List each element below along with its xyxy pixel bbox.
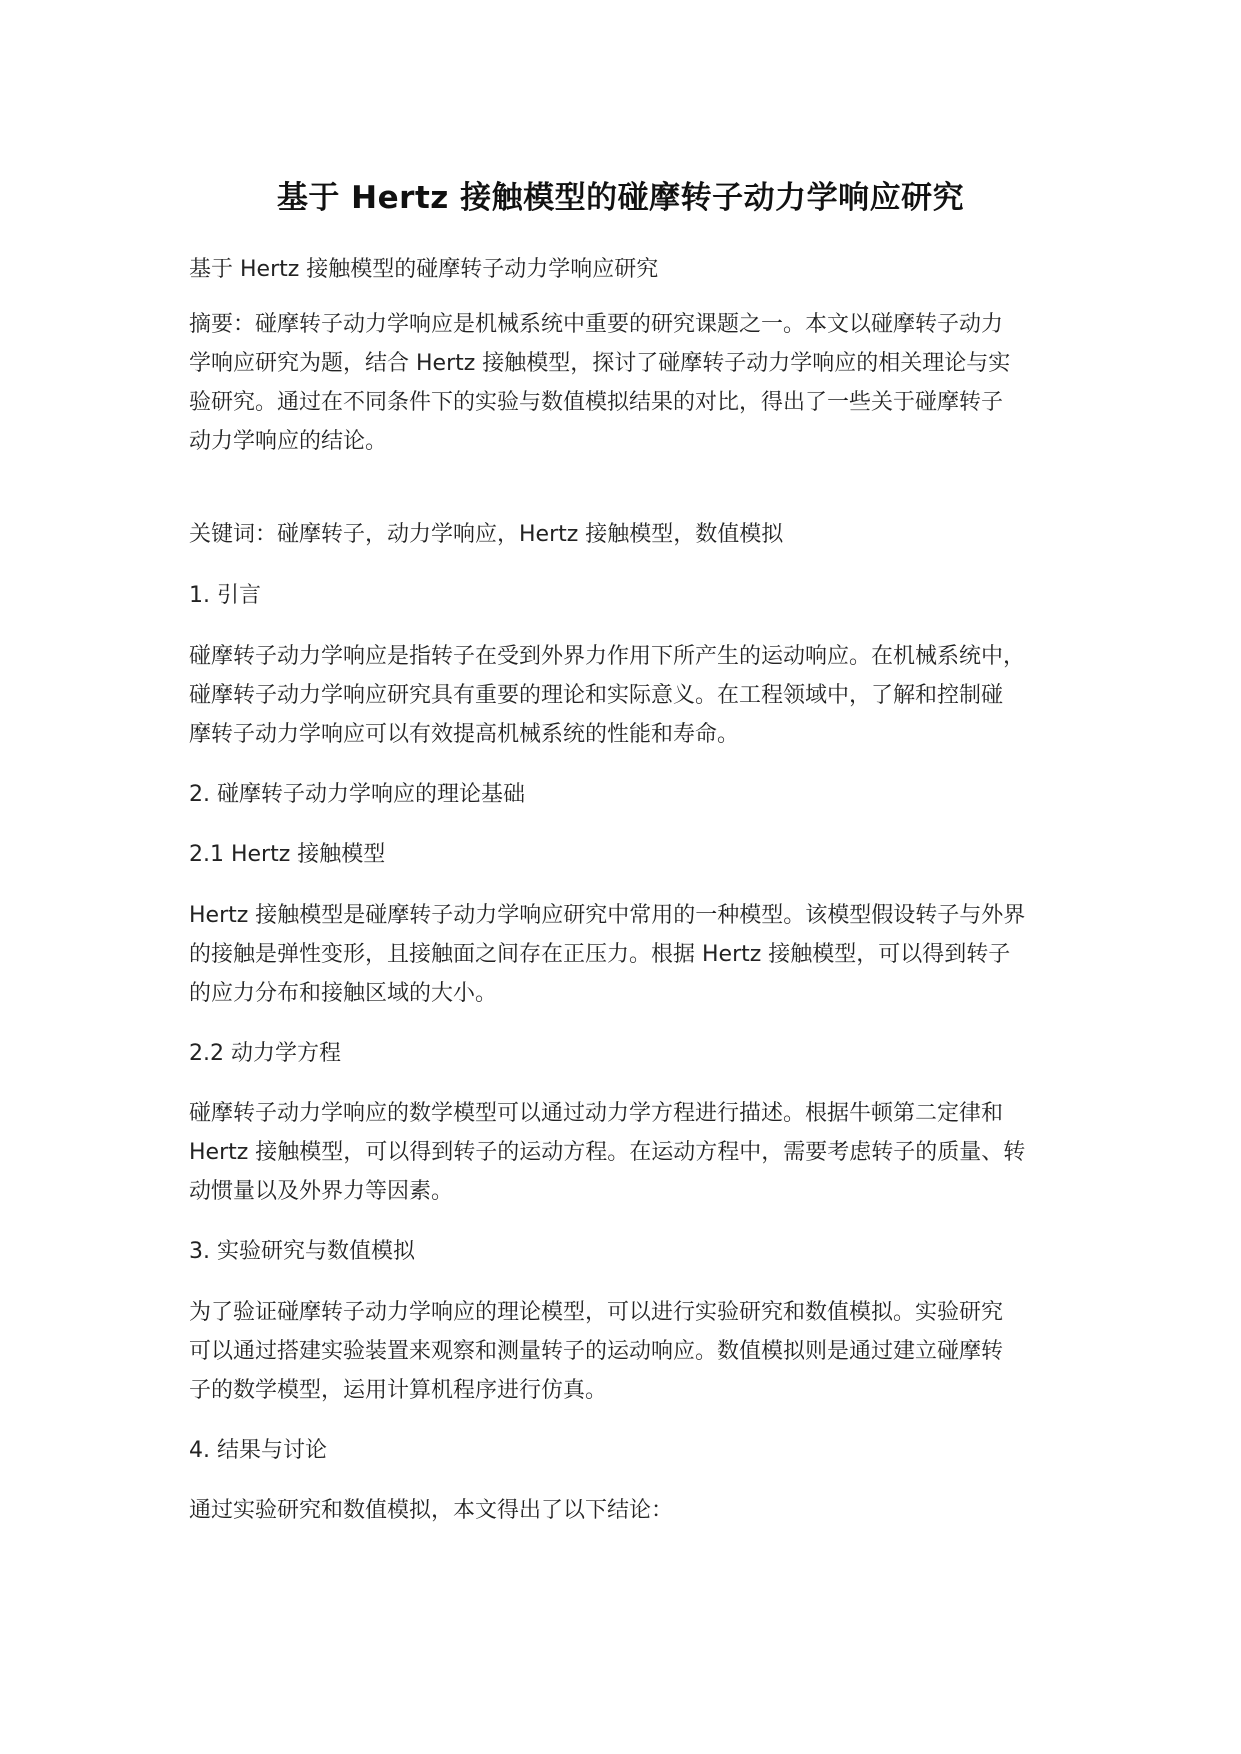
section3-heading-text: 3. 实验研究与数值模拟 (189, 1239, 415, 1264)
section4-line: 通过实验研究和数值模拟，本文得出了以下结论： (189, 1498, 674, 1523)
section4-heading (189, 1431, 1079, 1470)
section2-2-heading-text: 2.2 动力学方程 (189, 1041, 341, 1066)
section2-1-line: 的接触是弹性变形，且接触面之间存在正压力。根据 Hertz 接触模型，可以得到转子 (189, 942, 1011, 967)
section2-heading (189, 775, 1079, 814)
abstract-line: 摘要：碰摩转子动力学响应是机械系统中重要的研究课题之一。本文以碰摩转子动力 (189, 312, 1004, 337)
subtitle-paragraph (189, 250, 1079, 289)
section2-2-line: 动惯量以及外界力等因素。 (189, 1179, 454, 1204)
section2-1-paragraph (189, 896, 1079, 1013)
abstract-line: 动力学响应的结论。 (189, 429, 388, 454)
subtitle-line: 基于 Hertz 接触模型的碰摩转子动力学响应研究 (189, 257, 659, 282)
document-title: 基于 Hertz 接触模型的碰摩转子动力学响应研究 (276, 180, 965, 216)
abstract-line: 学响应研究为题，结合 Hertz 接触模型，探讨了碰摩转子动力学响应的相关理论与实 (189, 351, 1011, 376)
section1-line: 碰摩转子动力学响应是指转子在受到外界力作用下所产生的运动响应。在机械系统中， (189, 644, 1026, 669)
keywords-line: 关键词：碰摩转子，动力学响应，Hertz 接触模型，数值模拟 (189, 522, 784, 547)
section2-1-line: Hertz 接触模型是碰摩转子动力学响应研究中常用的一种模型。该模型假设转子与外界 (189, 903, 1026, 928)
section2-2-line: Hertz 接触模型，可以得到转子的运动方程。在运动方程中，需要考虑转子的质量、转 (189, 1140, 1026, 1165)
abstract-line: 验研究。通过在不同条件下的实验与数值模拟结果的对比，得出了一些关于碰摩转子 (189, 390, 1004, 415)
section2-2-line: 碰摩转子动力学响应的数学模型可以通过动力学方程进行描述。根据牛顿第二定律和 (189, 1101, 1004, 1126)
section2-2-paragraph (189, 1094, 1079, 1211)
keywords-paragraph (189, 515, 1079, 554)
abstract-paragraph (189, 305, 1079, 461)
section2-heading-text: 2. 碰摩转子动力学响应的理论基础 (189, 782, 525, 807)
section3-line: 子的数学模型，运用计算机程序进行仿真。 (189, 1378, 608, 1403)
section3-line: 为了验证碰摩转子动力学响应的理论模型，可以进行实验研究和数值模拟。实验研究 (189, 1300, 1004, 1325)
section1-paragraph (189, 637, 1079, 754)
section3-paragraph (189, 1293, 1079, 1410)
section1-heading-text: 1. 引言 (189, 583, 261, 608)
section2-2-heading (189, 1034, 1079, 1073)
section2-1-heading (189, 835, 1079, 874)
section1-heading (189, 576, 1079, 615)
section2-1-line: 的应力分布和接触区域的大小。 (189, 981, 498, 1006)
section1-line: 摩转子动力学响应可以有效提高机械系统的性能和寿命。 (189, 722, 740, 747)
section4-heading-text: 4. 结果与讨论 (189, 1438, 327, 1463)
section2-1-heading-text: 2.1 Hertz 接触模型 (189, 842, 386, 867)
section3-heading (189, 1232, 1079, 1271)
section1-line: 碰摩转子动力学响应研究具有重要的理论和实际意义。在工程领域中，了解和控制碰 (189, 683, 1004, 708)
section4-paragraph (189, 1491, 1079, 1530)
section3-line: 可以通过搭建实验装置来观察和测量转子的运动响应。数值模拟则是通过建立碰摩转 (189, 1339, 1004, 1364)
